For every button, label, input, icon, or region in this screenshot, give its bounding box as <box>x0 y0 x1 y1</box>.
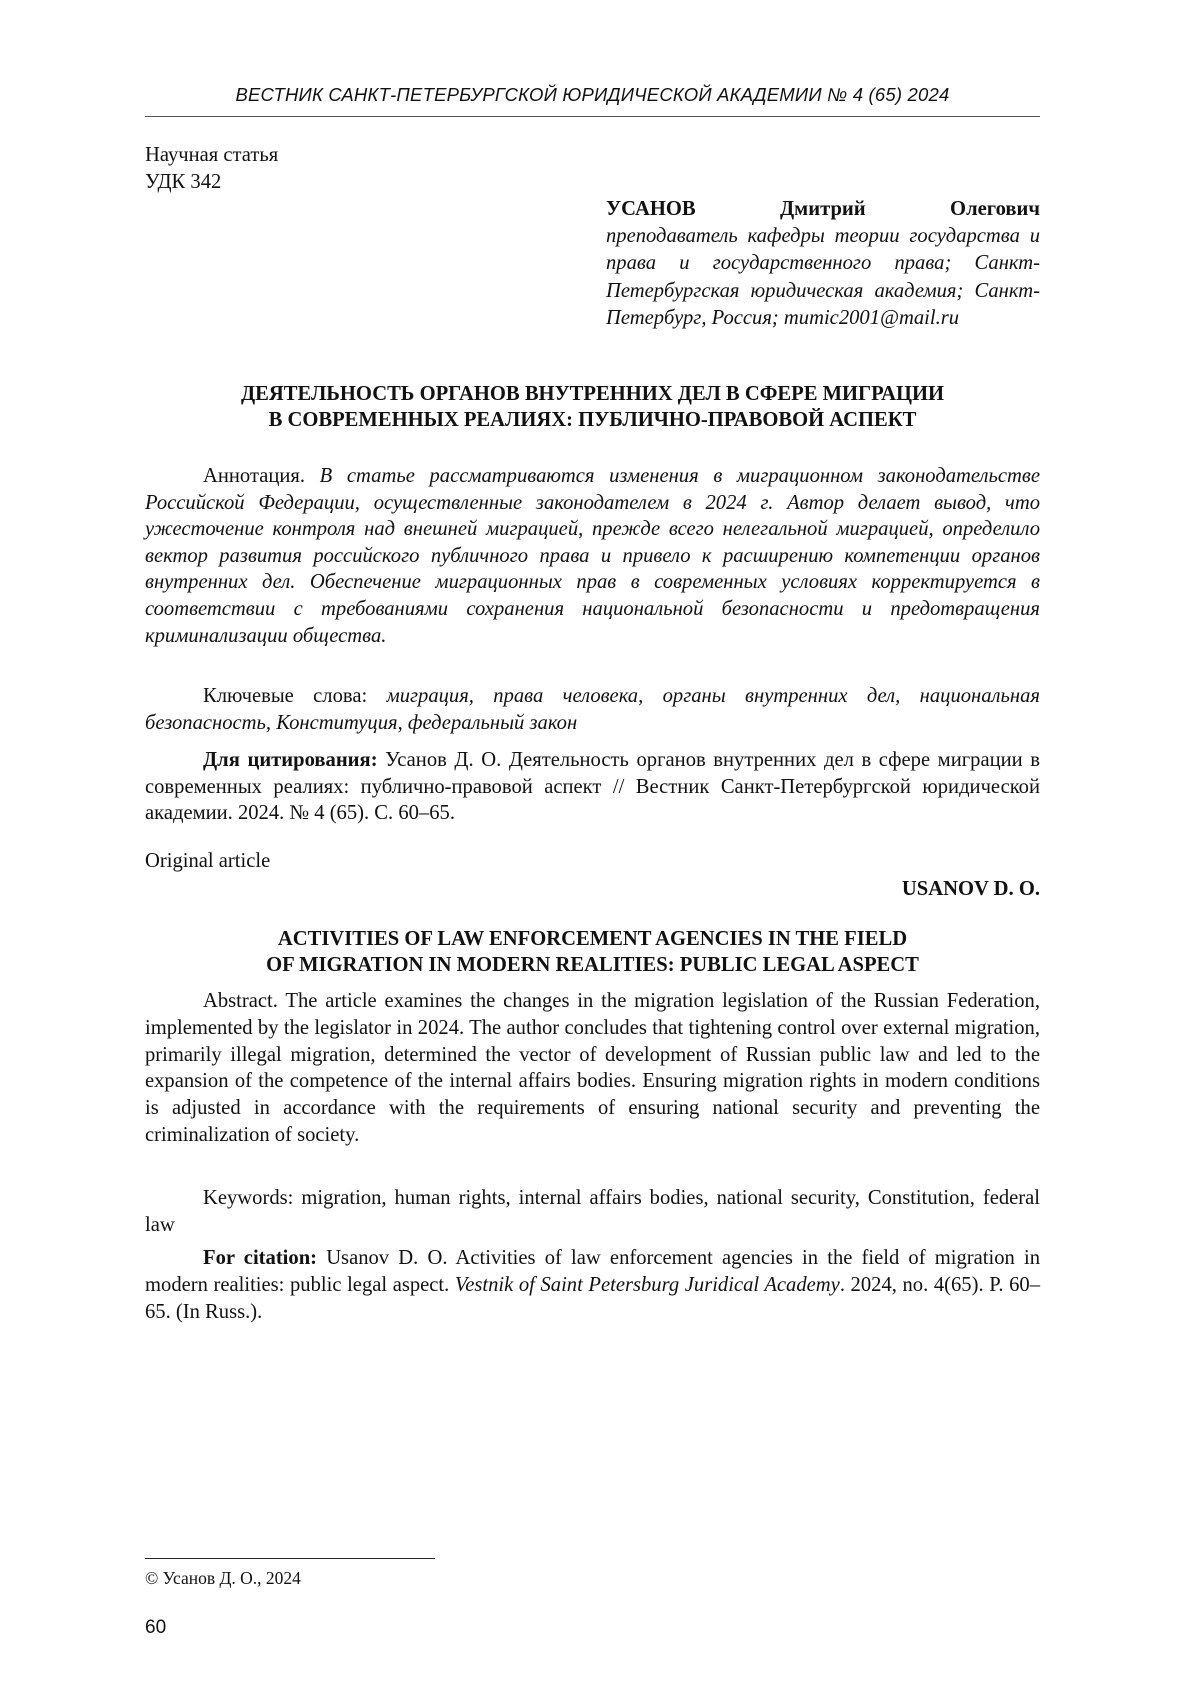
author-first-name: Дмитрий <box>780 196 866 223</box>
citation-ru-text: Усанов Д. О. Деятельность органов внутренних дел в сфере миграции в современных реалиях: публично-правовой аспект // Вестник Санкт-Петербургской юридической академии. 2024. № 4 (65). С. 60–65. <box>145 749 1040 824</box>
abstract-en-text: The article examines the changes in the migration legislation of the Russian Federation, implemented by the legislator in 2024. The author concludes that tightening control over external migration, primarily illegal migration, determined the vector of development of Russian public law and led to the expansion of the competence of the internal affairs bodies. Ensuring migration rights in modern conditions is adjusted in accordance with the requirements of ensuring national security and preventing the criminalization of society. <box>145 990 1040 1146</box>
abstract-ru <box>145 463 1040 649</box>
title-ru-line-1: ДЕЯТЕЛЬНОСТЬ ОРГАНОВ ВНУТРЕННИХ ДЕЛ В СФЕРЕ МИГРАЦИИ <box>145 381 1040 407</box>
author-name-en: USANOV D. O. <box>145 878 1040 901</box>
citation-en-text-2: . 2024, no. 4(65). P. 60–65. (In Russ.). <box>145 1274 1040 1323</box>
citation-en-journal: Vestnik of Saint Petersburg Juridical Academy <box>455 1274 840 1296</box>
keywords-ru-text: миграция, права человека, органы внутренних дел, национальная безопасность, Конституция, федеральный закон <box>145 685 1040 734</box>
abstract-ru-text: В статье рассматриваются изменения в миграционном законодательстве Российской Федерации, осуществленные законодателем в 2024 г. Автор делает вывод, что ужесточение контроля над внешней миграцией, прежде всего нелегальной миграцией, определило вектор развития российского публичного права и привело к расширению компетенции органов внутренних дел. Обеспечение миграционных прав в современных условиях корректируется в соответствии с требованиями сохранения национальной безопасности и предотвращения криминализации общества. <box>145 465 1040 647</box>
author-name-ru <box>606 196 1040 223</box>
journal-running-header: ВЕСТНИК САНКТ-ПЕТЕРБУРГСКОЙ ЮРИДИЧЕСКОЙ АКАДЕМИИ № 4 (65) 2024 <box>145 84 1040 106</box>
article-type-ru: Научная статья <box>145 142 1040 169</box>
citation-ru <box>145 747 1040 827</box>
article-title-ru <box>145 381 1040 434</box>
title-en-line-1: ACTIVITIES OF LAW ENFORCEMENT AGENCIES IN THE FIELD <box>145 926 1040 952</box>
author-block-ru <box>606 196 1040 332</box>
article-title-en <box>145 926 1040 979</box>
keywords-ru-label: Ключевые слова: <box>203 685 367 707</box>
abstract-en <box>145 988 1040 1149</box>
header-divider <box>145 116 1040 117</box>
title-ru-line-2: В СОВРЕМЕННЫХ РЕАЛИЯХ: ПУБЛИЧНО-ПРАВОВОЙ АСПЕКТ <box>145 407 1040 433</box>
keywords-ru <box>145 683 1040 736</box>
keywords-en <box>145 1185 1040 1239</box>
abstract-en-label: Abstract. <box>203 990 278 1012</box>
citation-en <box>145 1245 1040 1325</box>
citation-en-label: For citation: <box>203 1247 317 1269</box>
footnote-divider <box>145 1558 435 1559</box>
citation-ru-label: Для цитирования: <box>203 749 378 771</box>
keywords-en-text: migration, human rights, internal affairs bodies, national security, Constitution, federal law <box>145 1187 1040 1236</box>
keywords-en-label: Keywords: <box>203 1187 293 1209</box>
title-en-line-2: OF MIGRATION IN MODERN REALITIES: PUBLIC LEGAL ASPECT <box>145 952 1040 978</box>
article-type-en: Original article <box>145 848 1040 875</box>
abstract-ru-label: Аннотация. <box>203 465 305 487</box>
article-page <box>145 0 1040 1697</box>
author-affiliation: преподаватель кафедры теории государства и права и государственного права; Санкт-Петербургская юридическая академия; Санкт-Петербург, Россия; mumic2001@mail.ru <box>606 223 1040 332</box>
page-number: 60 <box>145 1617 166 1639</box>
citation-en-text-1: Usanov D. O. Activities of law enforcement agencies in the field of migration in modern realities: public legal aspect. <box>145 1247 1040 1296</box>
article-meta-ru <box>145 142 1040 195</box>
author-patronymic: Олегович <box>950 196 1040 223</box>
copyright-footnote: © Усанов Д. О., 2024 <box>145 1568 301 1589</box>
udc-code: УДК 342 <box>145 169 1040 196</box>
author-surname: УСАНОВ <box>606 196 696 223</box>
